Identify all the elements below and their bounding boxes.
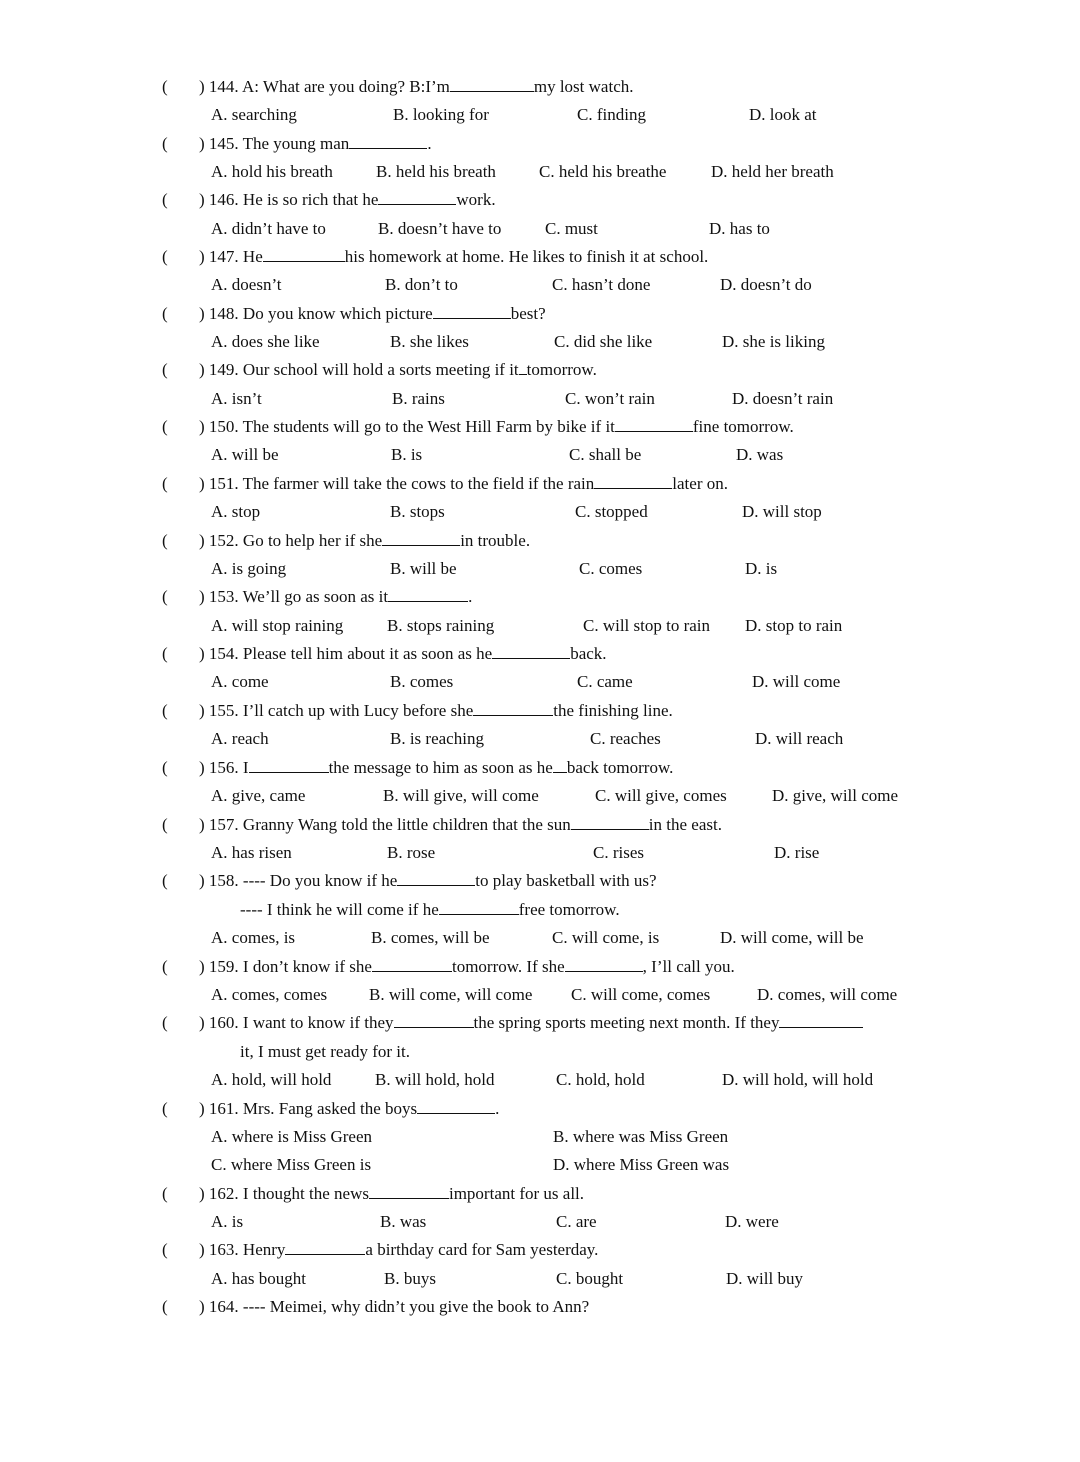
option-b[interactable]: B. is — [391, 445, 423, 464]
answer-blank-2 — [779, 1009, 863, 1028]
option-b[interactable]: B. she likes — [390, 332, 469, 351]
option-d[interactable]: D. is — [745, 559, 778, 578]
option-d[interactable]: D. will stop — [742, 502, 822, 521]
question-text: ) 156. I — [199, 758, 249, 777]
option-a[interactable]: A. where is Miss Green — [211, 1127, 372, 1146]
question-text-end: in trouble. — [460, 531, 531, 550]
answer-blank — [417, 1095, 495, 1114]
answer-paren[interactable]: ( — [162, 77, 168, 96]
answer-blank-2 — [553, 754, 567, 773]
option-a[interactable]: A. does she like — [211, 332, 320, 351]
answer-blank — [369, 1180, 449, 1199]
question-text: ) 154. Please tell him about it as soon as he — [199, 644, 493, 663]
question-text-end: in the east. — [648, 815, 722, 834]
answer-paren[interactable]: ( — [162, 701, 168, 720]
answer-paren[interactable]: ( — [162, 871, 168, 890]
question-text-end: best? — [510, 304, 546, 323]
answer-blank — [263, 243, 345, 262]
option-b[interactable]: B. rains — [392, 389, 445, 408]
option-c[interactable]: C. did she like — [554, 332, 653, 351]
question-text-end: . — [495, 1099, 500, 1118]
question-text: ) 149. Our school will hold a sorts meeting if it — [199, 360, 519, 379]
option-b[interactable]: B. where was Miss Green — [553, 1127, 729, 1146]
option-d[interactable]: D. rise — [774, 843, 820, 862]
option-d[interactable]: D. has to — [709, 219, 770, 238]
option-b[interactable]: B. held his breath — [376, 162, 496, 181]
option-b[interactable]: B. stops raining — [387, 616, 495, 635]
option-c[interactable]: C. will come, is — [552, 928, 660, 947]
option-a[interactable]: A. comes, comes — [211, 985, 328, 1004]
question-text: ) 150. The students will go to the West Hill Farm by bike if it — [199, 417, 615, 436]
question-text: ) 147. He — [199, 247, 263, 266]
option-a[interactable]: A. doesn’t — [211, 275, 282, 294]
answer-blank — [571, 811, 649, 830]
option-a[interactable]: A. give, came — [211, 786, 306, 805]
option-c[interactable]: C. came — [577, 672, 633, 691]
answer-paren[interactable]: ( — [162, 134, 168, 153]
option-d[interactable]: D. were — [725, 1212, 779, 1231]
option-d[interactable]: D. will buy — [726, 1269, 803, 1288]
question-text-end: back. — [570, 644, 607, 663]
question-text: ) 155. I’ll catch up with Lucy before she — [199, 701, 474, 720]
option-c[interactable]: C. reaches — [590, 729, 661, 748]
question-text-end: the finishing line. — [553, 701, 673, 720]
option-c[interactable]: C. rises — [593, 843, 644, 862]
question-text-mid: the message to him as soon as he — [328, 758, 553, 777]
answer-paren[interactable]: ( — [162, 644, 168, 663]
option-c[interactable]: C. must — [545, 219, 598, 238]
question-text-end: to play basketball with us? — [475, 871, 657, 890]
question-text-mid: the spring sports meeting next month. If they — [473, 1013, 780, 1032]
answer-paren[interactable]: ( — [162, 1184, 168, 1203]
question-text-end: . — [468, 587, 473, 606]
answer-blank — [615, 413, 693, 432]
option-a[interactable]: A. has risen — [211, 843, 292, 862]
question-text: ) 152. Go to help her if she — [199, 531, 383, 550]
option-b[interactable]: B. doesn’t have to — [378, 219, 502, 238]
option-b[interactable]: B. don’t to — [385, 275, 458, 294]
option-b[interactable]: B. comes, will be — [371, 928, 490, 947]
option-b[interactable]: B. will come, will come — [369, 985, 533, 1004]
question-text: ) 160. I want to know if they — [199, 1013, 394, 1032]
option-b[interactable]: B. will give, will come — [383, 786, 539, 805]
question-text: ) 153. We’ll go as soon as it — [199, 587, 389, 606]
option-a[interactable]: A. stop — [211, 502, 261, 521]
answer-paren[interactable]: ( — [162, 417, 168, 436]
option-b[interactable]: B. will hold, hold — [375, 1070, 495, 1089]
question-text-end: later on. — [672, 474, 728, 493]
question-text-end: my lost watch. — [533, 77, 634, 96]
answer-blank — [349, 130, 427, 149]
question-text: ) 146. He is so rich that he — [199, 190, 379, 209]
answer-paren[interactable]: ( — [162, 1013, 168, 1032]
question-text-end: work. — [456, 190, 496, 209]
answer-blank — [388, 583, 468, 602]
option-a[interactable]: A. is going — [211, 559, 287, 578]
option-a[interactable]: A. has bought — [211, 1269, 306, 1288]
option-d[interactable]: D. doesn’t do — [720, 275, 812, 294]
question-text-end: free tomorrow. — [518, 900, 620, 919]
answer-paren[interactable]: ( — [162, 957, 168, 976]
answer-blank — [372, 953, 452, 972]
option-a[interactable]: A. hold, will hold — [211, 1070, 332, 1089]
question-text: ) 148. Do you know which picture — [199, 304, 433, 323]
answer-blank-2 — [439, 896, 519, 915]
option-d[interactable]: D. stop to rain — [745, 616, 843, 635]
option-d[interactable]: D. doesn’t rain — [732, 389, 834, 408]
option-d[interactable]: D. will come, will be — [720, 928, 864, 947]
answer-blank — [594, 470, 672, 489]
option-b[interactable]: B. comes — [390, 672, 454, 691]
option-d[interactable]: D. will come — [752, 672, 841, 691]
answer-paren[interactable]: ( — [162, 247, 168, 266]
option-d[interactable]: D. held her breath — [711, 162, 834, 181]
answer-paren[interactable]: ( — [162, 531, 168, 550]
option-a[interactable]: A. will be — [211, 445, 279, 464]
option-d[interactable]: D. was — [736, 445, 784, 464]
answer-blank — [249, 754, 329, 773]
option-b[interactable]: B. is reaching — [390, 729, 484, 748]
option-b[interactable]: B. buys — [384, 1269, 436, 1288]
question-text-end: a birthday card for Sam yesterday. — [365, 1240, 599, 1259]
question-text: ) 163. Henry — [199, 1240, 286, 1259]
question-text: ---- I think he will come if he — [240, 900, 439, 919]
option-a[interactable]: A. searching — [211, 105, 297, 124]
option-a[interactable]: A. isn’t — [211, 389, 262, 408]
answer-paren[interactable]: ( — [162, 587, 168, 606]
question-text-end: fine tomorrow. — [692, 417, 794, 436]
option-d[interactable]: D. will hold, will hold — [722, 1070, 874, 1089]
option-a[interactable]: A. reach — [211, 729, 269, 748]
option-c[interactable]: C. are — [556, 1212, 597, 1231]
question-text: ) 158. ---- Do you know if he — [199, 871, 398, 890]
option-d[interactable]: D. will reach — [755, 729, 844, 748]
answer-paren[interactable]: ( — [162, 474, 168, 493]
question-text-end: , I’ll call you. — [642, 957, 735, 976]
option-a[interactable]: A. is — [211, 1212, 244, 1231]
question-text: ) 161. Mrs. Fang asked the boys — [199, 1099, 418, 1118]
option-b[interactable]: B. rose — [387, 843, 436, 862]
option-a[interactable]: A. will stop raining — [211, 616, 344, 635]
option-c[interactable]: C. bought — [556, 1269, 624, 1288]
answer-paren[interactable]: ( — [162, 1297, 168, 1316]
option-a[interactable]: A. comes, is — [211, 928, 296, 947]
answer-paren[interactable]: ( — [162, 360, 168, 379]
option-d[interactable]: D. comes, will come — [757, 985, 898, 1004]
answer-paren[interactable]: ( — [162, 815, 168, 834]
question-text-end: his homework at home. He likes to finish it at school. — [344, 247, 709, 266]
question-text: ) 162. I thought the news — [199, 1184, 369, 1203]
option-a[interactable]: A. hold his breath — [211, 162, 333, 181]
option-b[interactable]: B. will be — [390, 559, 457, 578]
answer-blank — [285, 1236, 365, 1255]
answer-blank — [492, 640, 570, 659]
question-text: ) 164. ---- Meimei, why didn’t you give the book to Ann? — [199, 1297, 590, 1316]
question-text: ) 159. I don’t know if she — [199, 957, 372, 976]
option-c[interactable]: C. will give, comes — [595, 786, 727, 805]
answer-blank — [433, 300, 511, 319]
question-text-end: important for us all. — [448, 1184, 585, 1203]
option-a[interactable]: A. come — [211, 672, 269, 691]
option-b[interactable]: B. was — [380, 1212, 427, 1231]
option-c[interactable]: C. will stop to rain — [583, 616, 711, 635]
option-b[interactable]: B. stops — [390, 502, 445, 521]
option-c[interactable]: C. hasn’t done — [552, 275, 651, 294]
option-d[interactable]: D. where Miss Green was — [553, 1155, 730, 1174]
question-text-mid: tomorrow. If she — [451, 957, 565, 976]
answer-blank — [394, 1009, 474, 1028]
question-text: ) 151. The farmer will take the cows to the field if the rain — [199, 474, 595, 493]
answer-paren[interactable]: ( — [162, 1240, 168, 1259]
answer-paren[interactable]: ( — [162, 1099, 168, 1118]
answer-blank-2 — [565, 953, 643, 972]
question-text-end: tomorrow. — [526, 360, 597, 379]
option-c[interactable]: C. comes — [579, 559, 643, 578]
answer-blank — [397, 867, 475, 886]
question-text: ) 157. Granny Wang told the little children that the sun — [199, 815, 571, 834]
option-c[interactable]: C. won’t rain — [565, 389, 655, 408]
question-text: it, I must get ready for it. — [240, 1042, 410, 1061]
answer-paren[interactable]: ( — [162, 758, 168, 777]
answer-blank — [473, 697, 553, 716]
option-c[interactable]: C. stopped — [575, 502, 648, 521]
question-text: ) 145. The young man — [199, 134, 350, 153]
option-c[interactable]: C. hold, hold — [556, 1070, 645, 1089]
option-c[interactable]: C. where Miss Green is — [211, 1155, 372, 1174]
option-c[interactable]: C. held his breathe — [539, 162, 667, 181]
option-c[interactable]: C. finding — [577, 105, 646, 124]
option-d[interactable]: D. give, will come — [772, 786, 899, 805]
option-c[interactable]: C. will come, comes — [571, 985, 711, 1004]
question-text-end: . — [427, 134, 432, 153]
answer-blank — [450, 73, 534, 92]
answer-paren[interactable]: ( — [162, 190, 168, 209]
answer-blank — [378, 186, 456, 205]
option-c[interactable]: C. shall be — [569, 445, 642, 464]
option-a[interactable]: A. didn’t have to — [211, 219, 326, 238]
answer-paren[interactable]: ( — [162, 304, 168, 323]
answer-blank — [382, 527, 460, 546]
option-b[interactable]: B. looking for — [393, 105, 489, 124]
option-d[interactable]: D. look at — [749, 105, 817, 124]
answer-blank — [519, 356, 527, 375]
question-text: ) 144. A: What are you doing? B:I’m — [199, 77, 450, 96]
option-d[interactable]: D. she is liking — [722, 332, 825, 351]
question-text-end: back tomorrow. — [566, 758, 674, 777]
